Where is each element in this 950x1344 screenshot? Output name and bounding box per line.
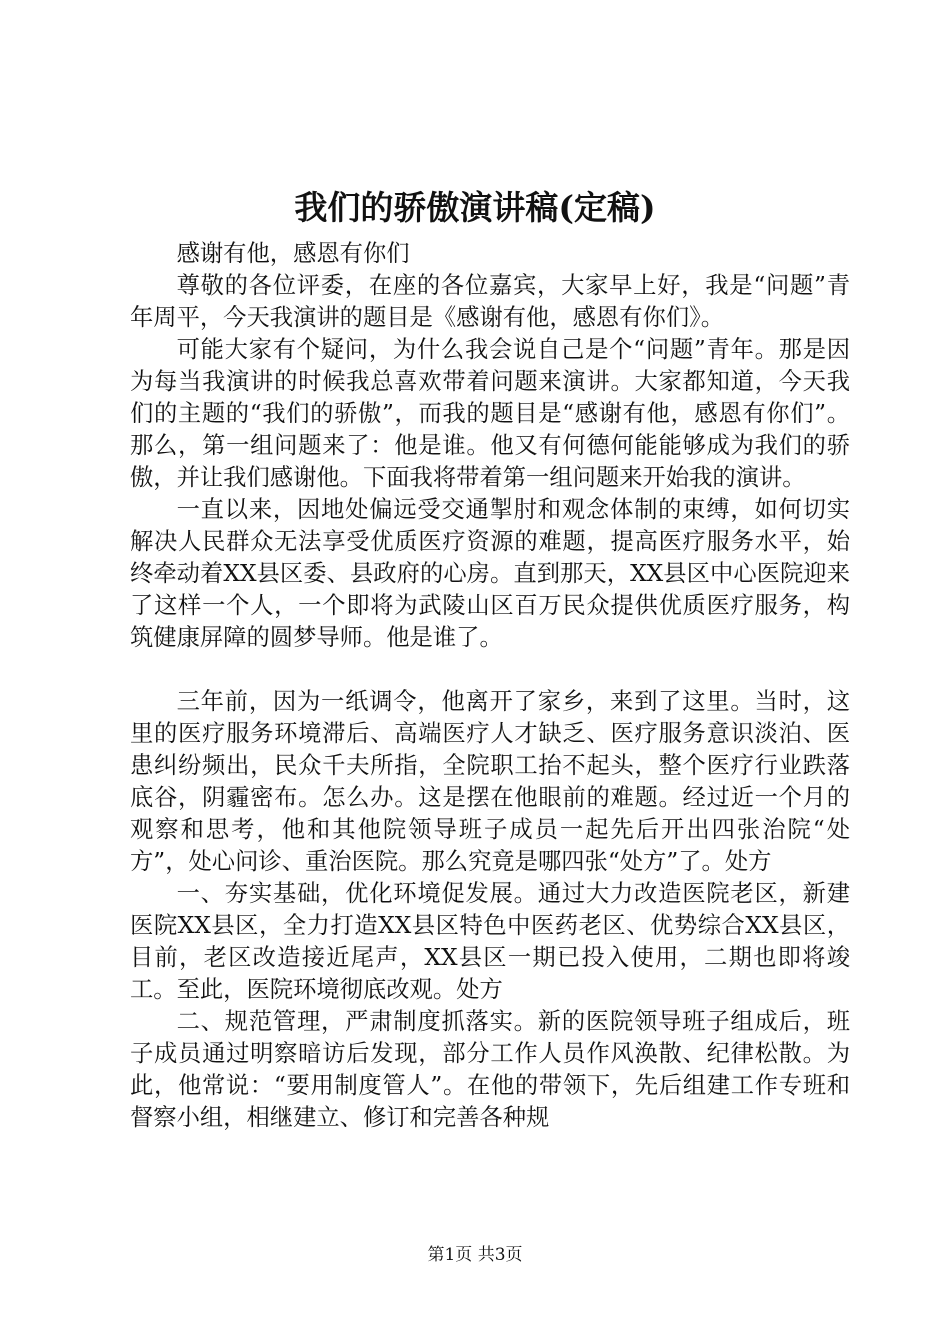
paragraph: 一、夯实基础，优化环境促发展。通过大力改造医院老区，新建医院XX县区，全力打造XX县区特色中医药老区、优势综合XX县区，目前，老区改造接近尾声，XX县区一期已投入使用，二期也即将竣工。至此，医院环境彻底改观。处方 xyxy=(130,880,850,1003)
paragraph: 三年前，因为一纸调令，他离开了家乡，来到了这里。当时，这里的医疗服务环境滞后、高端医疗人才缺乏、医疗服务意识淡泊、医患纠纷频出，民众千夫所指，全院职工抬不起头，整个医疗行业跌落底谷，阴霾密布。怎么办。这是摆在他眼前的难题。经过近一个月的观察和思考，他和其他院领导班子成员一起先后开出四张治院“处方”，处心问诊、重治医院。那么究竟是哪四张“处方”了。处方 xyxy=(130,688,850,875)
paragraph: 一直以来，因地处偏远受交通掣肘和观念体制的束缚，如何切实解决人民群众无法享受优质医疗资源的难题，提高医疗服务水平，始终牵动着XX县区委、县政府的心房。直到那天，XX县区中心医院迎来了这样一个人，一个即将为武陵山区百万民众提供优质医疗服务，构筑健康屏障的圆梦导师。他是谁了。 xyxy=(130,496,850,651)
page-footer: 第1页 共3页 xyxy=(427,1245,523,1265)
document-title: 我们的骄傲演讲稿(定稿) xyxy=(294,188,656,227)
document-body xyxy=(130,238,850,1134)
paragraph: 可能大家有个疑问，为什么我会说自己是个“问题”青年。那是因为每当我演讲的时候我总喜欢带着问题来演讲。大家都知道，今天我们的主题的“我们的骄傲”，而我的题目是“感谢有他，感恩有你们”。那么，第一组问题来了：他是谁。他又有何德何能能够成为我们的骄傲，并让我们感谢他。下面我将带着第一组问题来开始我的演讲。 xyxy=(130,336,850,491)
paragraph: 尊敬的各位评委，在座的各位嘉宾，大家早上好，我是“问题”青年周平，今天我演讲的题目是《感谢有他，感恩有你们》。 xyxy=(130,272,850,331)
paragraph: 感谢有他，感恩有你们 xyxy=(176,240,410,267)
paragraph: 二、规范管理，严肃制度抓落实。新的医院领导班子组成后，班子成员通过明察暗访后发现，部分工作人员作风涣散、纪律松散。为此，他常说：“要用制度管人”。在他的带领下，先后组建工作专班和督察小组，相继建立、修订和完善各种规 xyxy=(130,1008,850,1131)
